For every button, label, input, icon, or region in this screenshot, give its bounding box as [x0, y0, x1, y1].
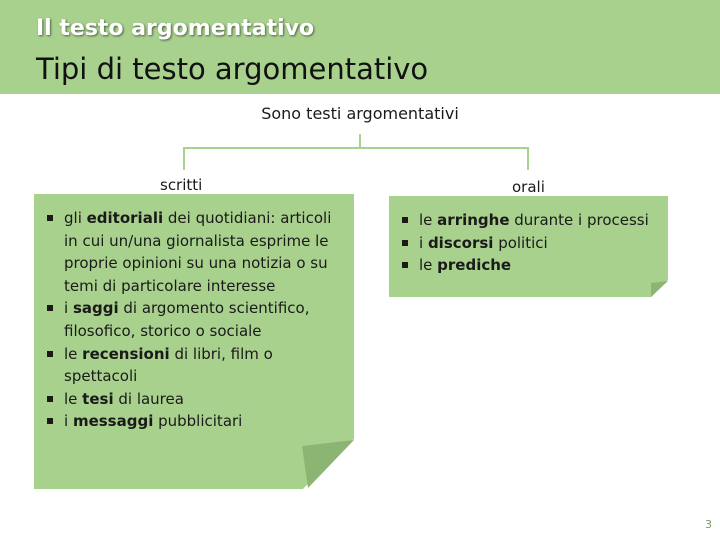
page-curl-right: [650, 279, 670, 299]
list-item: gli editoriali dei quotidiani: articoli in cui un/una giornalista esprime le proprie opinioni su una notizia o su temi di particolare interesse: [42, 207, 344, 297]
page-curl-left: [302, 438, 356, 490]
list-item: le tesi di laurea: [42, 388, 344, 411]
oral-texts-list: [397, 209, 665, 277]
list-item: le recensioni di libri, film o spettacoli: [42, 343, 344, 388]
list-item: i discorsi politici: [397, 232, 665, 255]
list-item: i saggi di argomento scientifico, filosofico, storico o sociale: [42, 297, 344, 342]
written-texts-list: [42, 207, 344, 433]
section-kicker: Il testo argomentativo: [36, 16, 315, 41]
list-item: le prediche: [397, 254, 665, 277]
branch-label-scritti: scritti: [160, 176, 203, 194]
list-item: le arringhe durante i processi: [397, 209, 665, 232]
page-number: 3: [705, 518, 712, 531]
connector-bracket: [184, 148, 528, 170]
branch-label-orali: orali: [512, 178, 545, 196]
slide-title: Tipi di testo argomentativo: [36, 52, 429, 86]
list-item: i messaggi pubblicitari: [42, 410, 344, 433]
diagram-root-label: Sono testi argomentativi: [261, 104, 459, 123]
